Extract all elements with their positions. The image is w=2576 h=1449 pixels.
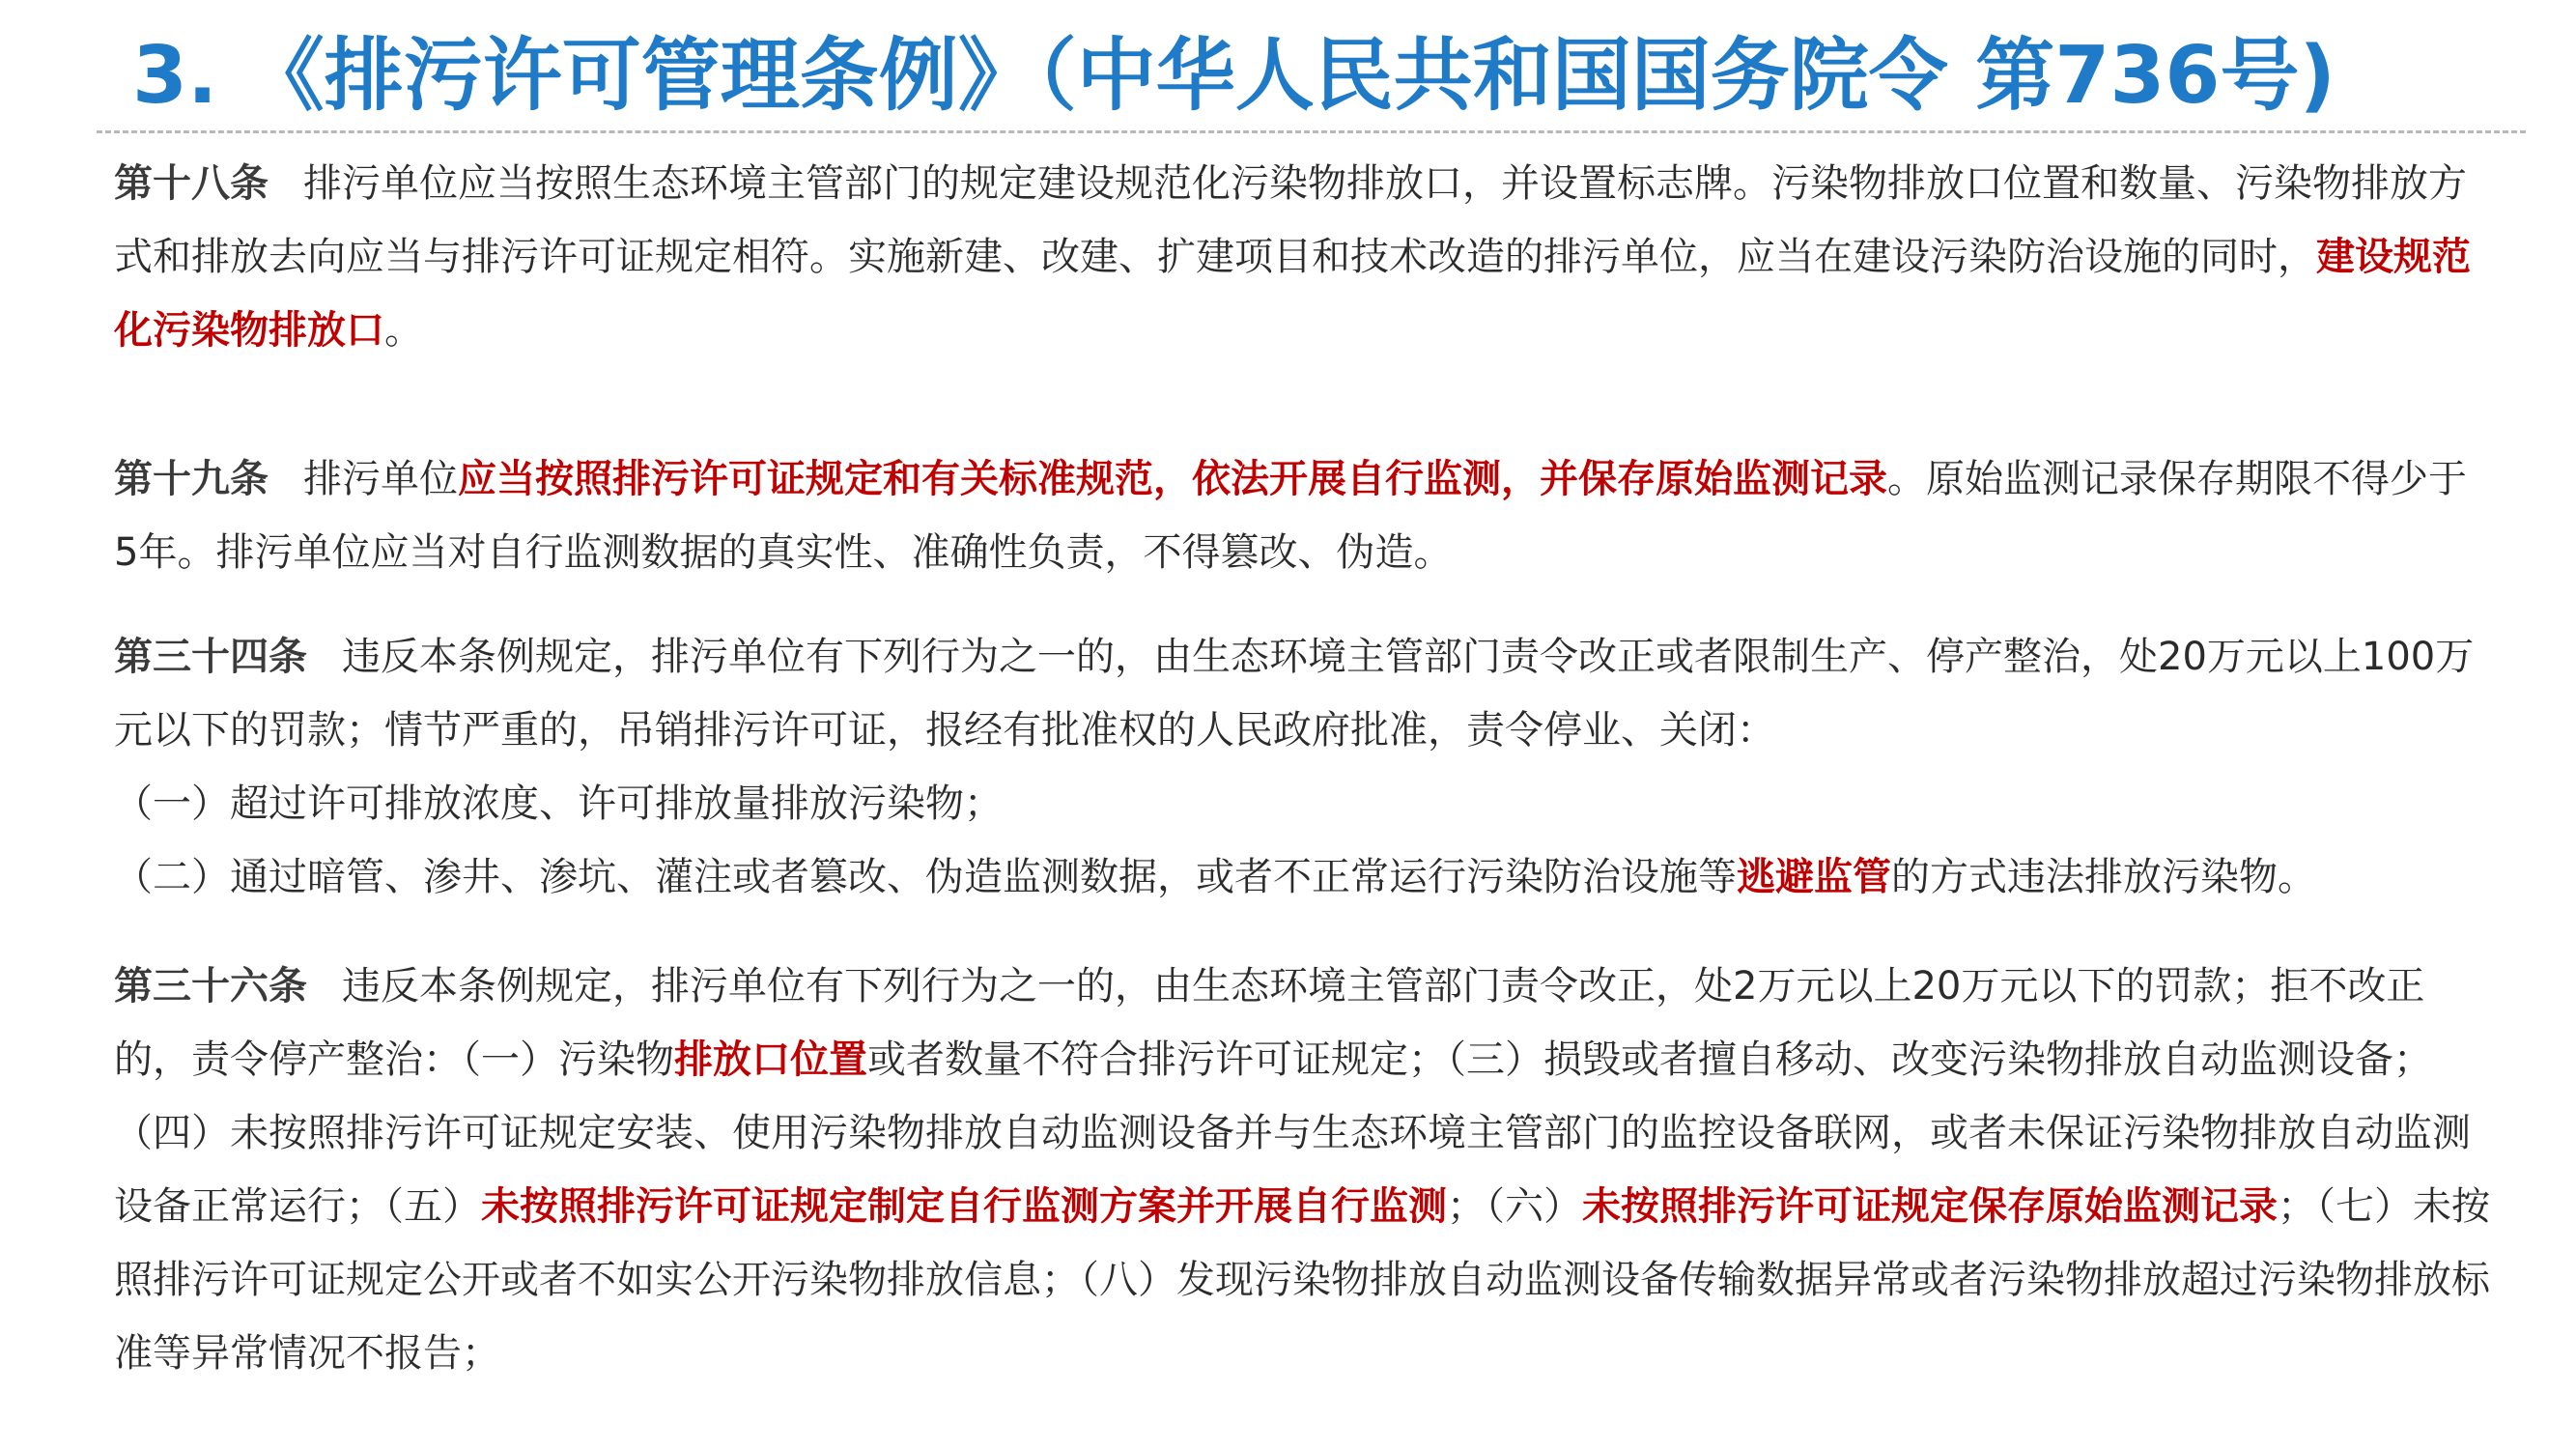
article-19-highlight-1: 应当按照排污许可证规定和有关标准规范，依法开展自行监测，并保存原始监测记录 xyxy=(458,457,1887,501)
article-36-text-3: ；（六） xyxy=(1447,1184,1582,1229)
article-19 xyxy=(114,442,2490,589)
article-36-label: 第三十六条 xyxy=(114,964,307,1009)
article-19-text-1: 排污单位 xyxy=(303,457,458,501)
article-18 xyxy=(114,147,2490,367)
article-34-text-1: 违反本条例规定，排污单位有下列行为之一的，由生态环境主管部门责令改正或者限制生产、停产整治，处20万元以上100万元以下的罚款；情节严重的，吊销排污许可证，报经有批准权的人民政府批准，责令停业、关闭： xyxy=(114,635,2475,753)
article-34-item-2-text-1: （二）通过暗管、渗井、渗坑、灌注或者篡改、伪造监测数据，或者不正常运行污染防治设施等 xyxy=(114,855,1737,899)
article-34-item-2-highlight: 逃避监管 xyxy=(1737,855,1891,899)
article-36-text-4: ；（七）未按照排污许可证规定公开或者不如实公开污染物排放信息；（八）发现污染物排放自动监测设备传输数据异常或者污染物排放超过污染物排放标准等异常情况不报告； xyxy=(114,1184,2490,1376)
title-divider xyxy=(97,130,2526,133)
article-18-text-1: 排污单位应当按照生态环境主管部门的规定建设规范化污染物排放口，并设置标志牌。污染物排放口位置和数量、污染物排放方式和排放去向应当与排污许可证规定相符。实施新建、改建、扩建项目和技术改造的排污单位，应当在建设污染防治设施的同时， xyxy=(114,161,2467,279)
article-19-label: 第十九条 xyxy=(114,457,269,501)
article-34-item-2 xyxy=(114,840,2490,914)
article-18-highlight-1: 建设规范化污染物排放口 xyxy=(114,235,2471,353)
article-18-label: 第十八条 xyxy=(114,161,269,206)
article-36-text-2: 或者数量不符合排污许可证规定；（三）损毁或者擅自移动、改变污染物排放自动监测设备；（四）未按照排污许可证规定安装、使用污染物排放自动监测设备并与生态环境主管部门的监控设备联网，或者未保证污染物排放自动监测设备正常运行；（五） xyxy=(114,1037,2471,1229)
article-34 xyxy=(114,620,2490,914)
article-34-item-2-text-2: 的方式违法排放污染物。 xyxy=(1891,855,2316,899)
article-36 xyxy=(114,950,2490,1390)
slide-title: 3. 《排污许可管理条例》（中华人民共和国国务院令 第736号) xyxy=(132,30,2335,122)
article-36-highlight-2: 未按照排污许可证规定制定自行监测方案并开展自行监测 xyxy=(481,1184,1447,1229)
article-36-highlight-1: 排放口位置 xyxy=(674,1037,867,1082)
article-34-item-1: （一）超过许可排放浓度、许可排放量排放污染物； xyxy=(114,781,1003,826)
article-36-highlight-3: 未按照排污许可证规定保存原始监测记录 xyxy=(1582,1184,2278,1229)
article-19-text-2: 。原始监测记录保存期限不得少于5年。排污单位应当对自行监测数据的真实性、准确性负责，不得篡改、伪造。 xyxy=(114,457,2467,575)
article-36-text-1: 违反本条例规定，排污单位有下列行为之一的，由生态环境主管部门责令改正，处2万元以上20万元以下的罚款；拒不改正的，责令停产整治：（一）污染物 xyxy=(114,964,2425,1082)
article-34-label: 第三十四条 xyxy=(114,635,307,679)
article-18-text-2: 。 xyxy=(384,308,423,353)
